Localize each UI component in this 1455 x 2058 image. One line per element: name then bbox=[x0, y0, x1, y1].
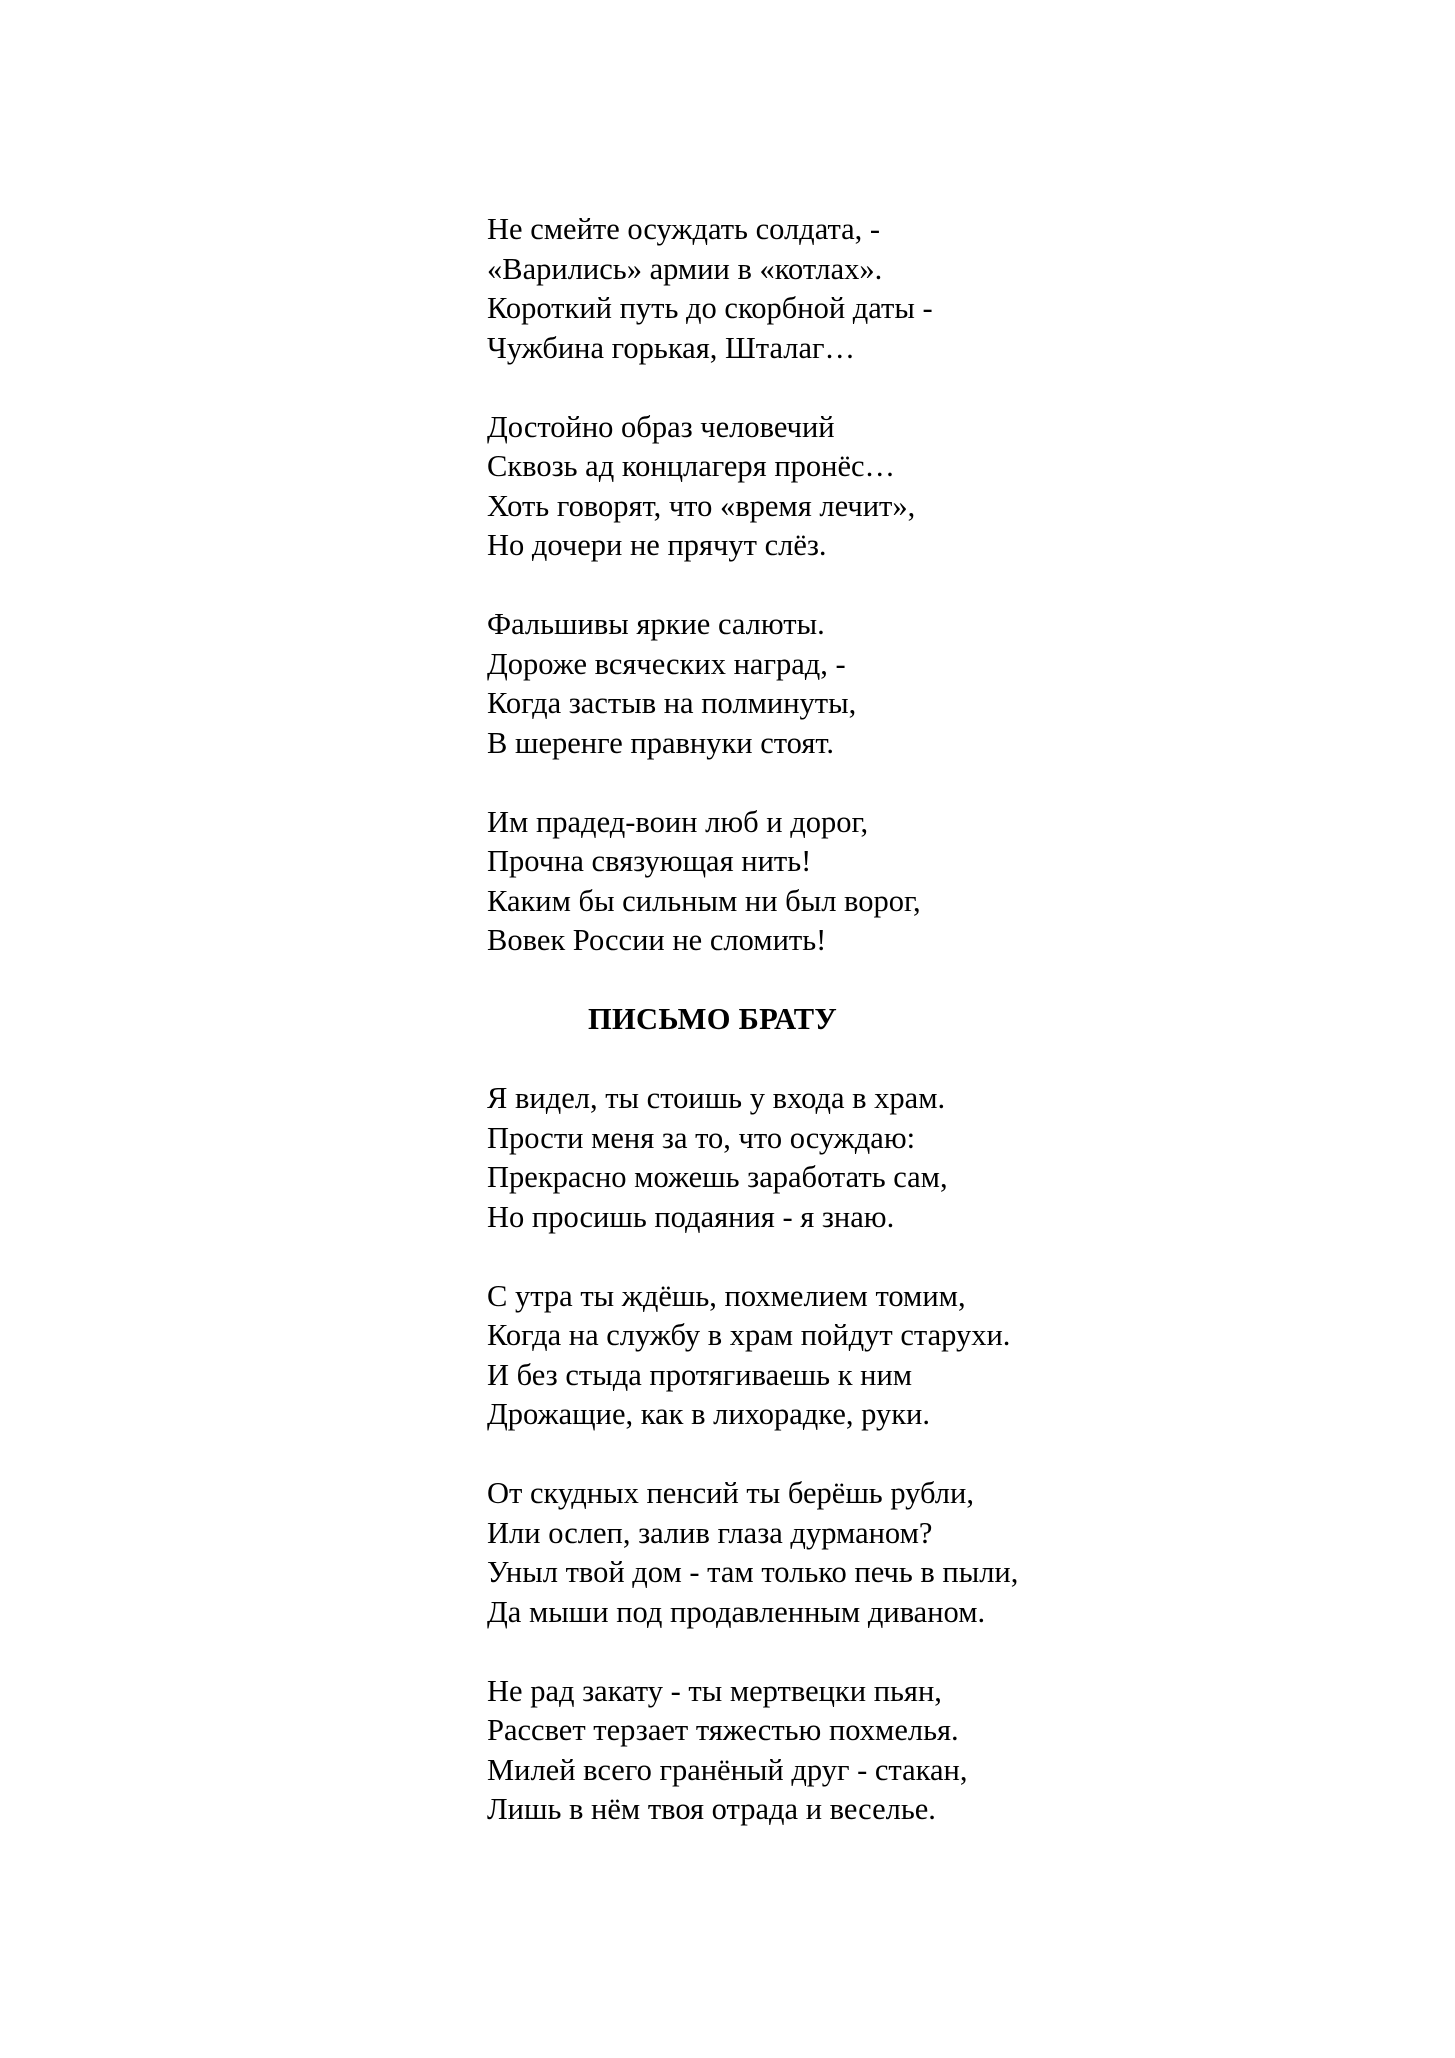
stanza-spacer bbox=[487, 1435, 1187, 1475]
verse-line: Прекрасно можешь заработать сам, bbox=[487, 1160, 948, 1194]
verse-line: Или ослеп, залив глаза дурманом? bbox=[487, 1515, 933, 1550]
verse-line: Сквозь ад концлагеря пронёс… bbox=[487, 449, 896, 483]
verse-line: «Варились» армии в «котлах». bbox=[487, 251, 883, 286]
verse-line: С утра ты ждёшь, похмелием томим, bbox=[487, 1278, 966, 1313]
poem1-stanza-2 bbox=[487, 408, 1187, 566]
verse-line: Вовек России не сломить! bbox=[487, 923, 827, 957]
verse-line: Прости меня за то, что осуждаю: bbox=[487, 1120, 916, 1155]
verse-line: Дрожащие, как в лихорадке, руки. bbox=[487, 1397, 931, 1431]
verse-line: Не рад закату - ты мертвецки пьян, bbox=[487, 1673, 942, 1708]
poem2-stanza-4 bbox=[487, 1672, 1187, 1830]
poem1-stanza-1 bbox=[487, 210, 1187, 368]
stanza-spacer bbox=[487, 1632, 1187, 1672]
stanza-spacer bbox=[487, 1237, 1187, 1277]
verse-line: Уныл твой дом - там только печь в пыли, bbox=[487, 1555, 1019, 1589]
verse-line: Чужбина горькая, Шталаг… bbox=[487, 330, 856, 365]
verse-line: От скудных пенсий ты берёшь рубли, bbox=[487, 1476, 974, 1510]
verse-line: И без стыда протягиваешь к ним bbox=[487, 1357, 913, 1392]
verse-line: Фальшивы яркие салюты. bbox=[487, 607, 825, 641]
verse-line: Дороже всяческих наград, - bbox=[487, 646, 846, 681]
verse-line: Каким бы сильным ни был ворог, bbox=[487, 883, 921, 918]
poem2-stanza-3 bbox=[487, 1474, 1187, 1632]
poem2-stanza-1 bbox=[487, 1079, 1187, 1237]
verse-line: Хоть говорят, что «время лечит», bbox=[487, 488, 916, 523]
verse-line: Но дочери не прячут слёз. bbox=[487, 528, 827, 562]
verse-line: Я видел, ты стоишь у входа в храм. bbox=[487, 1081, 946, 1115]
poem1-stanza-3 bbox=[487, 605, 1187, 763]
stanza-spacer bbox=[487, 763, 1187, 803]
verse-line: Да мыши под продавленным диваном. bbox=[487, 1594, 986, 1629]
verse-line: Рассвет терзает тяжестью похмелья. bbox=[487, 1713, 959, 1747]
stanza-spacer bbox=[487, 566, 1187, 606]
verse-line: Когда застыв на полминуты, bbox=[487, 686, 857, 720]
stanza-spacer bbox=[487, 1040, 1187, 1080]
verse-line: Милей всего гранёный друг - стакан, bbox=[487, 1752, 968, 1787]
verse-line: Короткий путь до скорбной даты - bbox=[487, 291, 933, 325]
poem-title: ПИСЬМО БРАТУ bbox=[588, 1002, 838, 1036]
verse-line: Не смейте осуждать солдата, - bbox=[487, 212, 881, 246]
verse-line: Достойно образ человечий bbox=[487, 409, 835, 444]
verse-line: Но просишь подаяния - я знаю. bbox=[487, 1199, 895, 1234]
poem1-stanza-4 bbox=[487, 803, 1187, 961]
poem-text-body bbox=[487, 210, 1187, 1830]
verse-line: Когда на службу в храм пойдут старухи. bbox=[487, 1318, 1011, 1352]
poem2-stanza-2 bbox=[487, 1277, 1187, 1435]
verse-line: Прочна связующая нить! bbox=[487, 844, 812, 878]
verse-line: Лишь в нём твоя отрада и веселье. bbox=[487, 1792, 936, 1826]
stanza-spacer bbox=[487, 368, 1187, 408]
stanza-spacer bbox=[487, 961, 1187, 1001]
verse-line: Им прадед-воин люб и дорог, bbox=[487, 804, 869, 839]
verse-line: В шеренге правнуки стоят. bbox=[487, 725, 835, 760]
